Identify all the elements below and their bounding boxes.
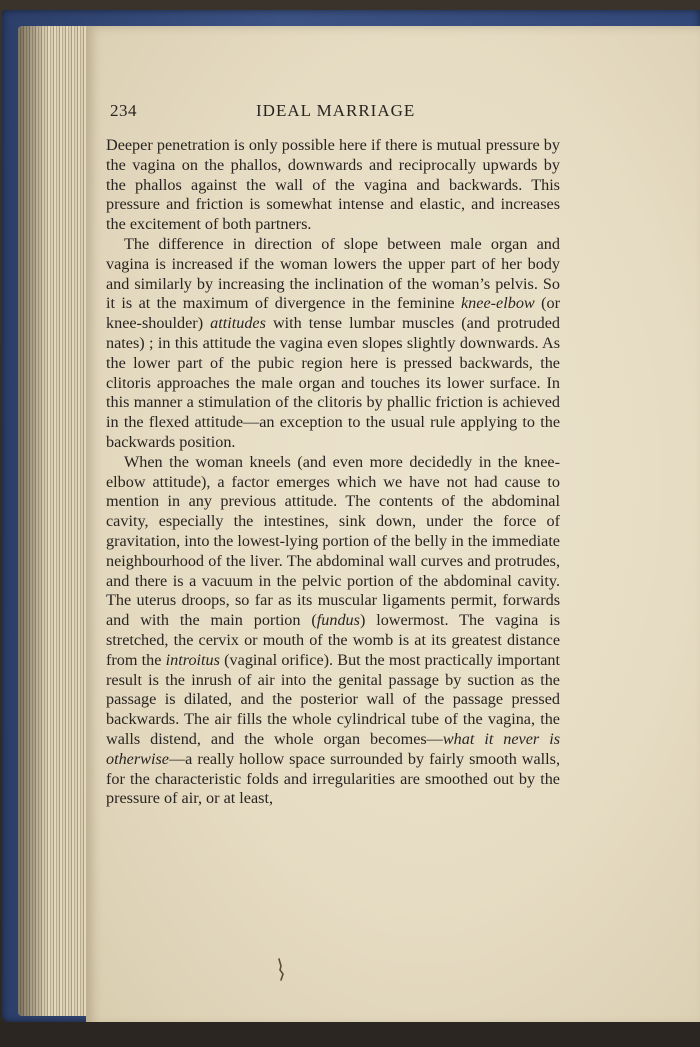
body-text: [106, 136, 560, 809]
page-header: [110, 101, 580, 123]
paragraph: [106, 136, 560, 235]
text-segment: The difference in direction of slope between male organ and vagina is increased if the woman lowers the upper part of her body and similarly by increasing the inclination of the woman’s pelvis. So it is at the maximum of divergence in the feminine: [106, 234, 560, 313]
table-surface: [0, 1022, 700, 1047]
paragraph: [106, 235, 560, 453]
ink-mark: [276, 958, 286, 982]
italic-text: introitus: [165, 650, 220, 669]
italic-text: fundus: [316, 611, 360, 630]
italic-text: what it never is otherwise: [106, 729, 560, 768]
italic-text: attitudes: [210, 314, 266, 333]
text-segment: (vaginal orifice). But the most practically important result is the inrush of air into the genital passage by suction as the passage is dilated, and the posterior wall of the passage pressed backwards. The air fills the whole cylindrical tube of the vagina, the walls distend, and the whole organ becomes—: [106, 650, 560, 748]
text-segment: ) lowermost. The vagina is stretched, the cervix or mouth of the womb is at its greatest distance from the: [106, 611, 560, 669]
page-number: 234: [110, 101, 137, 120]
page-edges-shadow: [18, 26, 48, 1016]
text-segment: —a really hollow space surrounded by fairly smooth walls, for the characteristic folds and irregularities are smoothed out by the pressure of air, or at least,: [106, 749, 560, 808]
text-segment: When the woman kneels (and even more decidedly in the knee-elbow attitude), a factor emerges which we have not had cause to mention in any previous attitude. The contents of the abdominal cavity, especially the intestines, sink down, under the force of gravitation, into the lowest-lying portion of the belly in the immediate neighbourhood of the liver. The abdominal wall curves and protrudes, and there is a vacuum in the pelvic portion of the abdominal cavity. The uterus droops, so far as its muscular ligaments permit, forwards and with the main portion (: [106, 452, 560, 630]
text-segment: (or knee-shoulder): [106, 294, 560, 333]
running-head: IDEAL MARRIAGE: [256, 101, 416, 120]
italic-text: knee-elbow: [461, 294, 535, 313]
text-segment: Deeper penetration is only possible here if there is mutual pressure by the vagina on the phallos, downwards and reciprocally upwards by the phallos against the wall of the vagina and backwards. This pressure and friction is somewhat intense and elastic, and increases the excitement of both partners.: [106, 136, 560, 234]
paragraph: [106, 453, 560, 809]
text-segment: with tense lumbar muscles (and protruded nates) ; in this attitude the vagina even slopes slightly downwards. As the lower part of the pubic region here is pressed backwards, the clitoris approaches the male organ and touches its lower surface. In this manner a stimulation of the clitoris by phallic friction is achieved in the flexed attitude—an exception to the usual rule applying to the backwards position.: [106, 314, 560, 451]
